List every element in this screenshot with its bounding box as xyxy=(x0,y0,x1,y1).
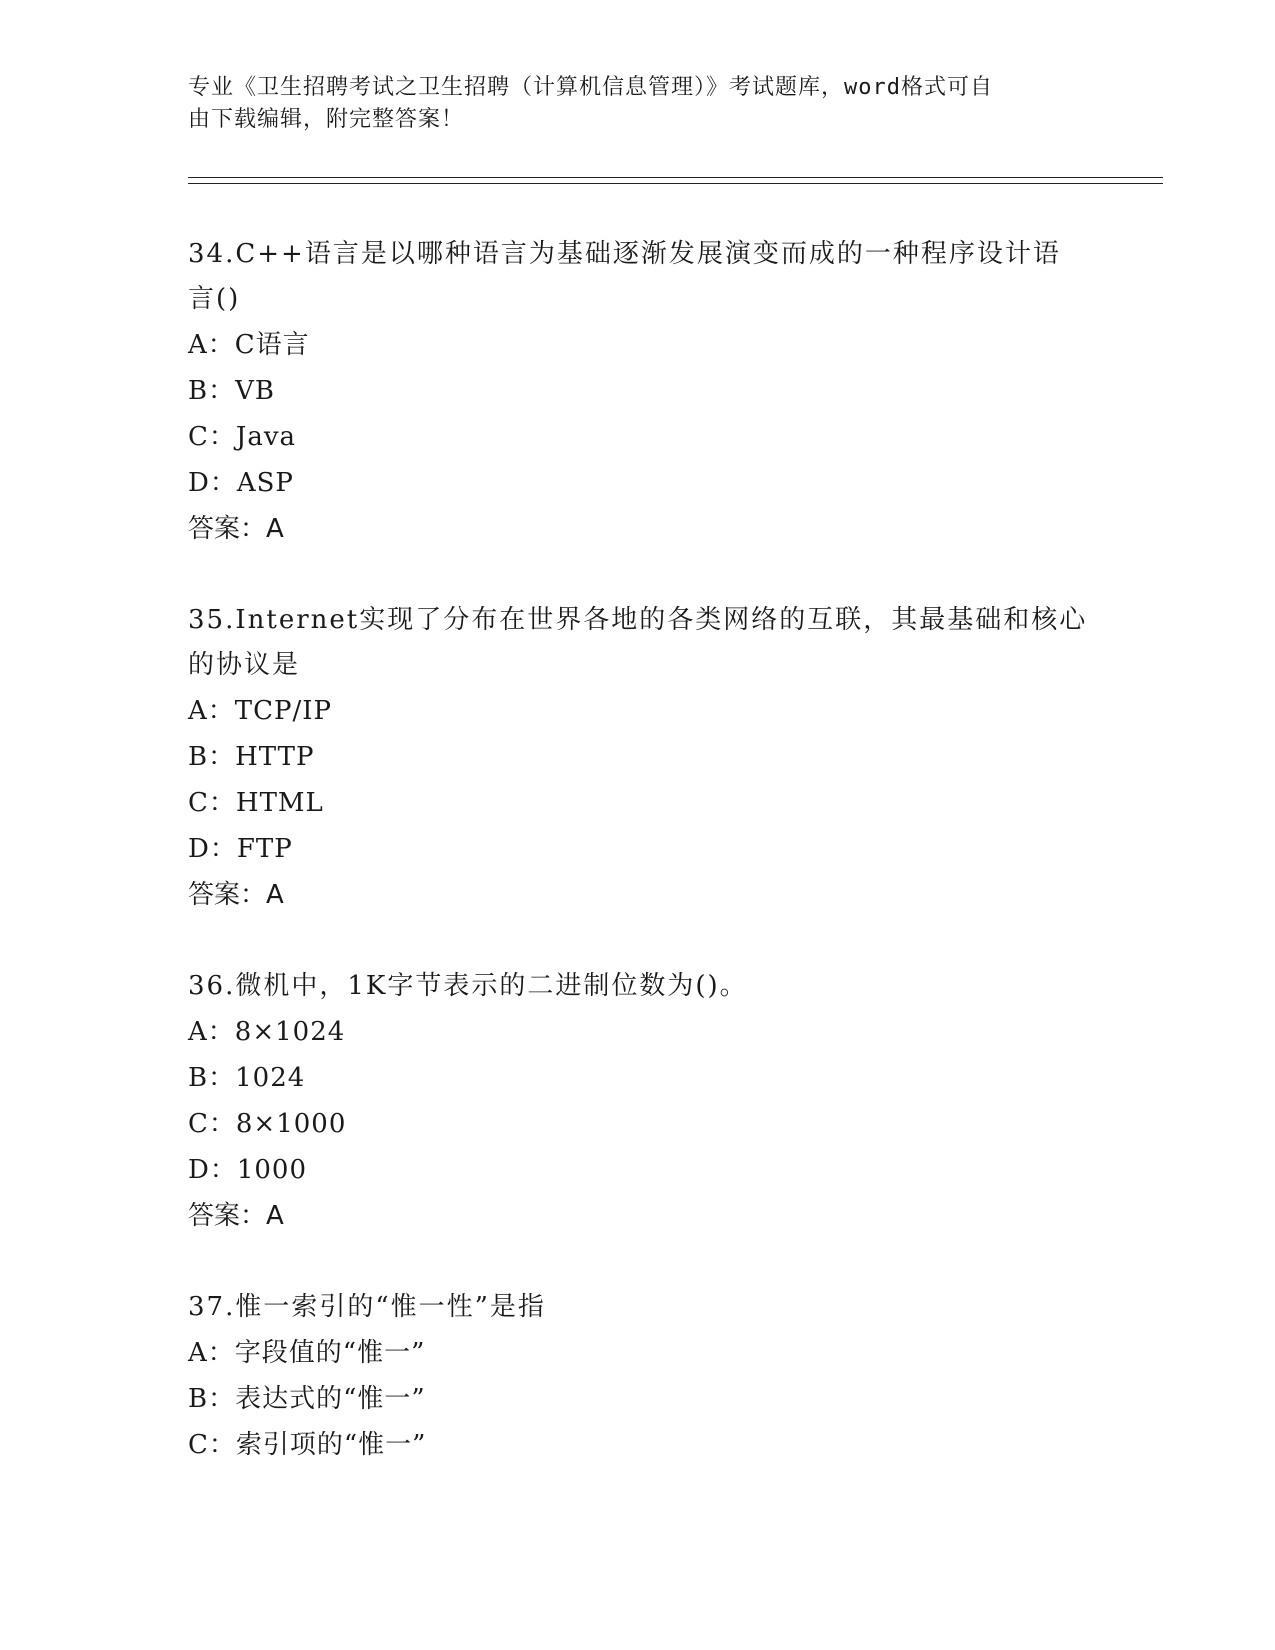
option-d: D：FTP xyxy=(188,834,293,864)
question-34 xyxy=(188,232,1088,552)
option-c: C：索引项的“惟一” xyxy=(188,1430,427,1460)
option-b: B：1024 xyxy=(188,1063,306,1093)
header-line-2: 由下载编辑，附完整答案！ xyxy=(188,107,465,132)
question-text: 36.微机中，1K字节表示的二进制位数为()。 xyxy=(188,971,748,1001)
question-text: 35.Internet实现了分布在世界各地的各类网络的互联，其最基础和核心的协议是 xyxy=(188,605,1088,680)
option-d: D：1000 xyxy=(188,1155,308,1185)
question-text: 37.惟一索引的“惟一性”是指 xyxy=(188,1292,546,1322)
option-d: D：ASP xyxy=(188,468,294,498)
option-b: B：HTTP xyxy=(188,742,315,772)
option-c: C：Java xyxy=(188,422,297,452)
option-b: B：表达式的“惟一” xyxy=(188,1384,426,1414)
answer: 答案：A xyxy=(188,1201,284,1231)
header-divider-bottom xyxy=(188,183,1163,184)
question-list xyxy=(188,232,1088,1514)
option-b: B：VB xyxy=(188,376,275,406)
option-c: C：8×1000 xyxy=(188,1109,347,1139)
option-c: C：HTML xyxy=(188,788,324,818)
header-divider-top xyxy=(188,177,1163,178)
header-line-1: 专业《卫生招聘考试之卫生招聘（计算机信息管理）》考试题库，word格式可自 xyxy=(188,75,993,100)
option-a: A：字段值的“惟一” xyxy=(188,1338,426,1368)
question-text: 34.C++语言是以哪种语言为基础逐渐发展演变而成的一种程序设计语言() xyxy=(188,239,1061,314)
option-a: A：C语言 xyxy=(188,330,310,360)
option-a: A：TCP/IP xyxy=(188,696,333,726)
answer: 答案：A xyxy=(188,880,284,910)
document-header xyxy=(188,72,1068,136)
question-36 xyxy=(188,964,1088,1239)
question-37 xyxy=(188,1285,1088,1468)
question-35 xyxy=(188,598,1088,918)
answer: 答案：A xyxy=(188,514,284,544)
option-a: A：8×1024 xyxy=(188,1017,346,1047)
